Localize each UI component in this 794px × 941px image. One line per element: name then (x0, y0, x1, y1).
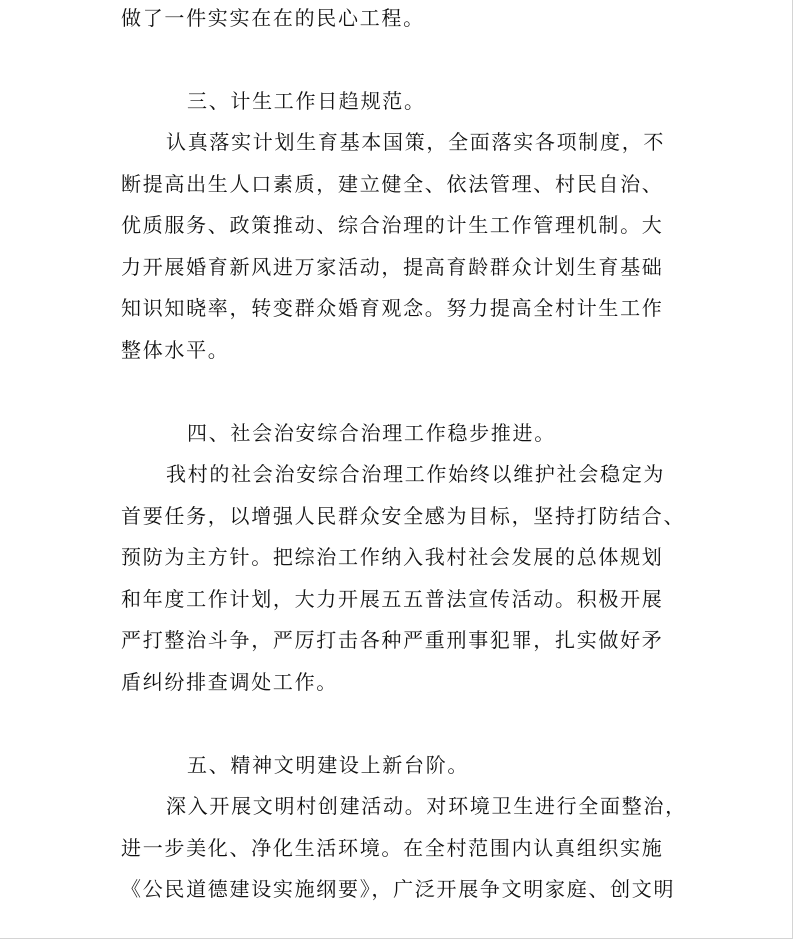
paragraph-line: 进一步美化、净化生活环境。在全村范围内认真组织实施 (121, 836, 664, 860)
paragraph-line: 我村的社会治安综合治理工作始终以维护社会稳定为 (166, 462, 666, 486)
paragraph-line: 力开展婚育新风进万家活动，提高育龄群众计划生育基础 (121, 255, 664, 279)
section-heading-3: 三、计生工作日趋规范。 (187, 89, 426, 113)
paragraph-line: 深入开展文明村创建活动。对环境卫生进行全面整治， (166, 794, 687, 818)
paragraph-line: 整体水平。 (121, 338, 230, 362)
paragraph-line: 严打整治斗争，严厉打击各种严重刑事犯罪，扎实做好矛 (121, 628, 664, 652)
section-heading-4: 四、社会治安综合治理工作稳步推进。 (187, 421, 556, 445)
paragraph-line: 知识知晓率，转变群众婚育观念。努力提高全村计生工作 (121, 296, 664, 320)
paragraph-line: 优质服务、政策推动、综合治理的计生工作管理机制。大 (121, 213, 664, 237)
carryover-line: 做了一件实实在在的民心工程。 (121, 6, 425, 30)
paragraph-line: 认真落实计划生育基本国策，全面落实各项制度，不 (166, 130, 666, 154)
paragraph-line: 首要任务，以增强人民群众安全感为目标，坚持打防结合、 (121, 504, 686, 528)
paragraph-line: 和年度工作计划，大力开展五五普法宣传活动。积极开展 (121, 587, 664, 611)
paragraph-line: 盾纠纷排查调处工作。 (121, 670, 338, 694)
paragraph-line: 预防为主方针。把综治工作纳入我村社会发展的总体规划 (121, 545, 664, 569)
section-heading-5: 五、精神文明建设上新台阶。 (187, 753, 470, 777)
paragraph-line: 断提高出生人口素质，建立健全、依法管理、村民自治、 (121, 172, 664, 196)
paragraph-line: 《公民道德建设实施纲要》，广泛开展争文明家庭、创文明 (121, 877, 676, 901)
